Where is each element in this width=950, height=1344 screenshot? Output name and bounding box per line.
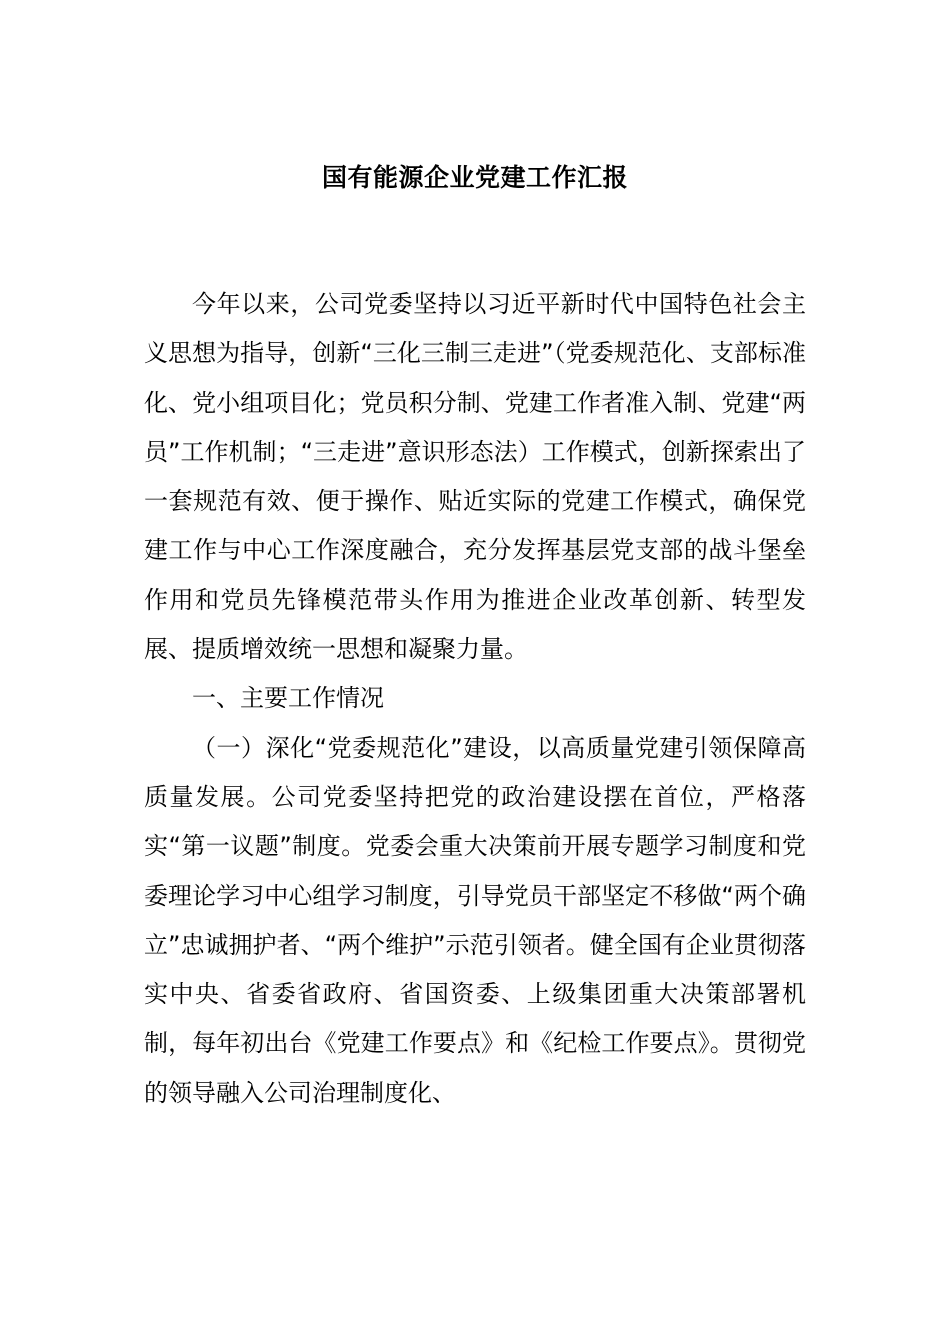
- document-body: [144, 280, 806, 1118]
- section-heading-main-work: 一、主要工作情况: [192, 684, 384, 713]
- document-title: 国有能源企业党建工作汇报: [321, 163, 628, 192]
- paragraph-intro: 今年以来，公司党委坚持以习近平新时代中国特色社会主义思想为指导，创新“三化三制三走进”（党委规范化、支部标准化、党小组项目化；党员积分制、党建工作者准入制、党建“两员”工作机制；“三走进”意识形态法）工作模式，创新探索出了一套规范有效、便于操作、贴近实际的党建工作模式，确保党建工作与中心工作深度融合，充分发挥基层党支部的战斗堡垒作用和党员先锋模范带头作用为推进企业改革创新、转型发展、提质增效统一思想和凝聚力量。: [144, 290, 806, 664]
- paragraph-subsection-one: （一）深化“党委规范化”建设，以高质量党建引领保障高质量发展。公司党委坚持把党的政治建设摆在首位，严格落实“第一议题”制度。党委会重大决策前开展专题学习制度和党委理论学习中心组学习制度，引导党员干部坚定不移做“两个确立”忠诚拥护者、“两个维护”示范引领者。健全国有企业贯彻落实中央、省委省政府、省国资委、上级集团重大决策部署机制，每年初出台《党建工作要点》和《纪检工作要点》。贯彻党的领导融入公司治理制度化、: [144, 733, 806, 1107]
